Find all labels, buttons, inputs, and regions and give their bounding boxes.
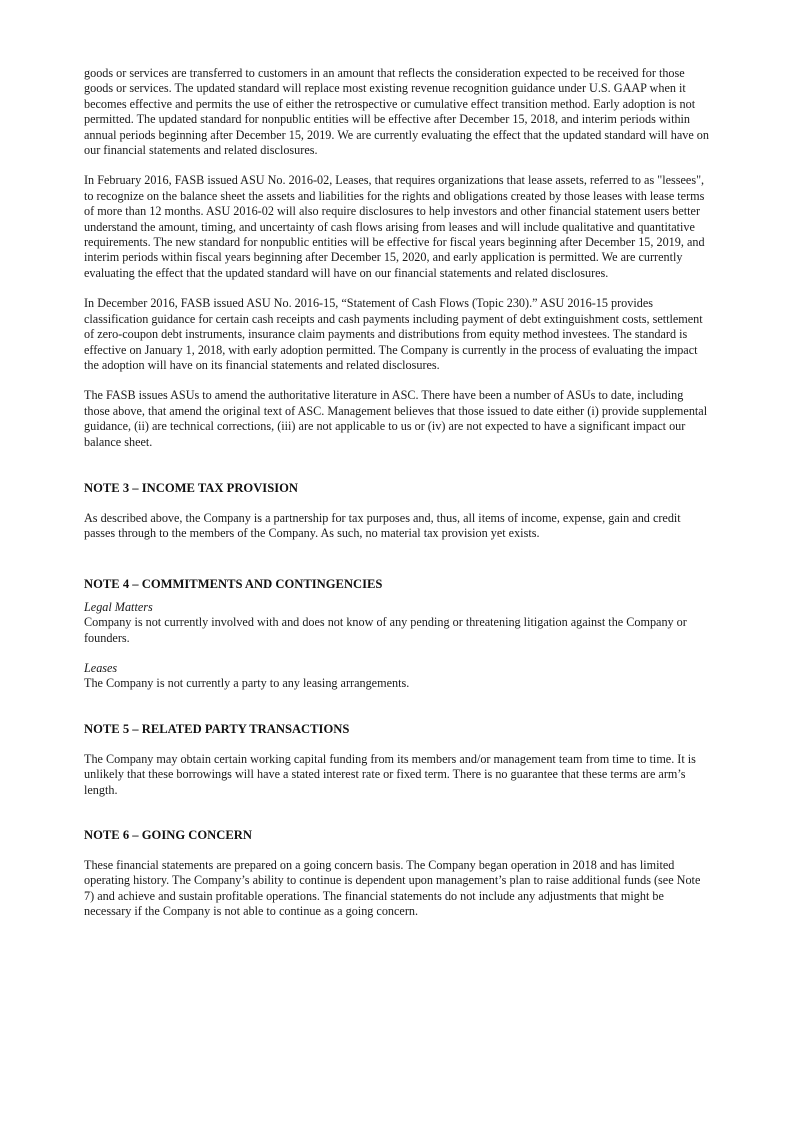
- document-page: [84, 66, 712, 920]
- note-3-heading: NOTE 3 – INCOME TAX PROVISION: [84, 480, 299, 495]
- note-5-text: The Company may obtain certain working capital funding from its members and/or management team from time to time. It is unlikely that these borrowings will have a stated interest rate or fixed term. There is no guarantee that these terms are arm’s length.: [84, 751, 696, 797]
- note-6-heading: NOTE 6 – GOING CONCERN: [84, 828, 252, 842]
- note-6-text: These financial statements are prepared on a going concern basis. The Company began operation in 2018 and has limited operating history. The Company’s ability to continue is dependent upon management’s plan to raise additional funds (see Note 7) and achieve and sustain profitable operations. The financial statements do not include any adjustments that might be necessary if the Company is not able to continue as a going concern.: [84, 858, 701, 919]
- cash-flows-asu-paragraph: In December 2016, FASB issued ASU No. 2016-15, “Statement of Cash Flows (Topic 230).” ASU 2016-15 provides classification guidance for certain cash receipts and cash payments including payment of debt extinguishment costs, settlement of zero-coupon debt instruments, insurance claim payments and distributions from equity method investees. The standard is effective on January 1, 2018, with early adoption permitted. The Company is currently in the process of evaluating the impact the adoption will have on its financial statements and related disclosures.: [84, 296, 703, 372]
- revenue-recognition-paragraph: goods or services are transferred to customers in an amount that reflects the consideration expected to be received for those goods or services. The updated standard will replace most existing revenue recognition guidance under U.S. GAAP when it becomes effective and permits the use of either the retrospective or cumulative effect transition method. Early adoption is not permitted. The updated standard for nonpublic entities will be effective after December 15, 2018, and interim periods within annual periods beginning after December 15, 2019. We are currently evaluating the effect that the updated standard will have on our financial statements and related disclosures.: [84, 66, 709, 158]
- legal-matters-text: Company is not currently involved with and does not know of any pending or threatening litigation against the Company or founders.: [84, 615, 687, 645]
- note-4-heading: NOTE 4 – COMMITMENTS AND CONTINGENCIES: [84, 576, 383, 591]
- fasb-asus-paragraph: The FASB issues ASUs to amend the authoritative literature in ASC. There have been a number of ASUs to date, including those above, that amend the original text of ASC. Management believes that those issued to date either (i) provide supplemental guidance, (ii) are technical corrections, (iii) are not applicable to us or (iv) are not expected to have a significant impact our balance sheet.: [84, 388, 708, 449]
- note-5-heading: NOTE 5 – RELATED PARTY TRANSACTIONS: [84, 721, 350, 736]
- leases-asu-paragraph: In February 2016, FASB issued ASU No. 2016-02, Leases, that requires organizations that lease assets, referred to as "lessees", to recognize on the balance sheet the assets and liabilities for the rights and obligations created by those leases with lease terms of more than 12 months. ASU 2016-02 will also require disclosures to help investors and other financial statement users better understand the amount, timing, and uncertainty of cash flows arising from leases and will include qualitative and quantitative requirements. The new standard for nonpublic entities will be effective for fiscal years beginning after December 15, 2019, and interim periods within fiscal years beginning after December 15, 2020, and early application is permitted. We are currently evaluating the effect that the updated standard will have on our financial statements and related disclosures.: [84, 173, 705, 280]
- legal-matters-subheading: Legal Matters: [84, 599, 153, 614]
- note-3-text: As described above, the Company is a partnership for tax purposes and, thus, all items of income, expense, gain and credit passes through to the members of the Company. As such, no material tax provision yet exists.: [84, 510, 681, 541]
- leases-subheading: Leases: [84, 660, 118, 675]
- leases-text: The Company is not currently a party to any leasing arrangements.: [84, 676, 410, 691]
